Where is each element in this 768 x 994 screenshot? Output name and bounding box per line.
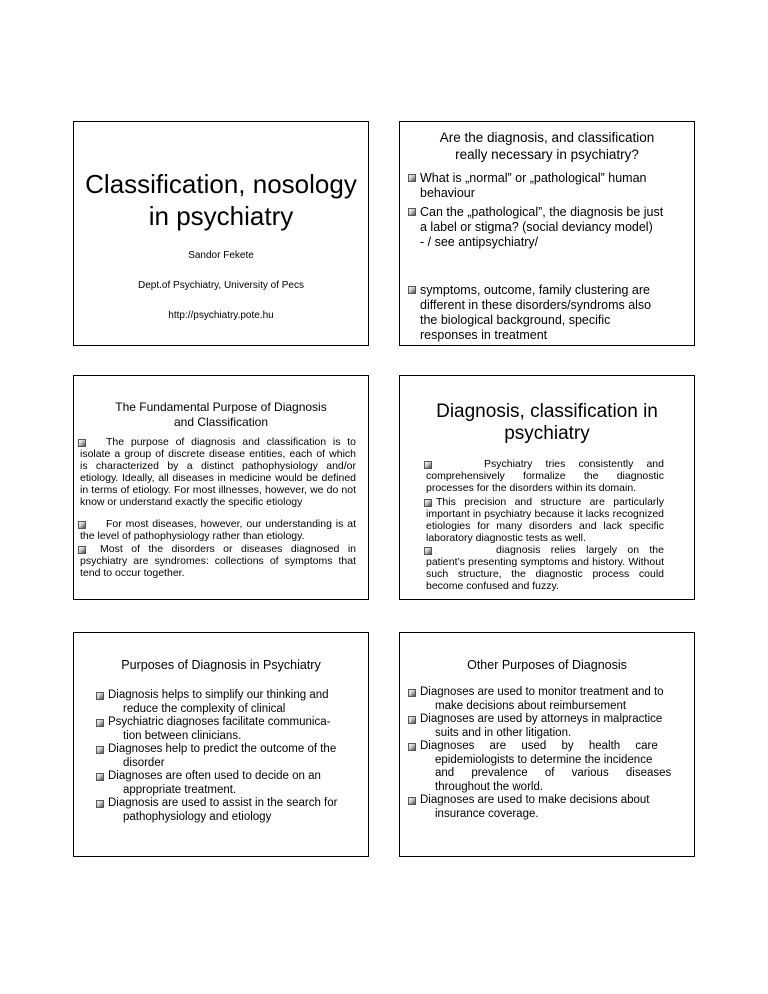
list-item: Diagnoses are used by attorneys in malpractice suits and in other litigation. <box>408 713 680 740</box>
bullet-icon <box>424 547 432 555</box>
bullet-icon <box>78 546 86 554</box>
list-item: Diagnoses help to predict the outcome of the disorder <box>96 743 360 770</box>
bullet-icon <box>96 692 104 700</box>
slide-3-paragraph-1: The purpose of diagnosis and classification is to isolate a group of discrete disease entities, each of which is characterized by a distinct pathophysiology and/or etiology. Ideally, all diseases in medicine would be defined in terms of etiology. For most illnesses, however, we do not know or understand exactly the specific etiology <box>80 436 356 508</box>
slide-6-title: Other Purposes of Diagnosis <box>467 658 627 672</box>
slide-3-paragraph-3: Most of the disorders or diseases diagnosed in psychiatry are syndromes: collections of symptoms that tend to occur together. <box>80 543 356 579</box>
slide-2-bullet-2: Can the „pathological”, the diagnosis be just a label or stigma? (social deviancy model) - / see antipsychiatry/ <box>408 205 663 250</box>
slide-5 <box>73 632 369 857</box>
slide-4 <box>399 375 695 600</box>
bullet-icon <box>96 773 104 781</box>
slide-4-title: Diagnosis, classification in psychiatry <box>436 401 658 444</box>
slide-5-list <box>96 689 360 824</box>
list-item: Diagnosis helps to simplify our thinking and reduce the complexity of clinical <box>96 689 360 716</box>
slide-1 <box>73 121 369 346</box>
bullet-icon <box>424 499 432 507</box>
bullet-icon <box>408 286 416 294</box>
bullet-icon <box>96 800 104 808</box>
bullet-icon <box>78 521 86 529</box>
slide-1-title: Classification, nosology in psychiatry <box>85 169 357 231</box>
list-item: Psychiatric diagnoses facilitate communica- tion between clinicians. <box>96 716 360 743</box>
slide-4-paragraph-2: This precision and structure are particularly important in psychiatry because it lacks recognized etiologies for many disorders and lack specific laboratory diagnostic tests as well. <box>426 496 664 544</box>
slide-5-title: Purposes of Diagnosis in Psychiatry <box>121 658 321 672</box>
bullet-icon <box>408 208 416 216</box>
bullet-icon <box>424 461 432 469</box>
slide-6 <box>399 632 695 857</box>
slide-4-paragraph-3: diagnosis relies largely on the patient’s presenting symptoms and history. Without such structure, the diagnostic process could become confused and fuzzy. <box>426 544 664 592</box>
website-url[interactable]: http://psychiatry.pote.hu <box>168 310 274 321</box>
bullet-icon <box>78 439 86 447</box>
bullet-icon <box>408 689 416 697</box>
bullet-icon <box>408 174 416 182</box>
slide-3 <box>73 375 369 600</box>
bullet-icon <box>408 743 416 751</box>
list-item: Diagnoses are used by health care epidemiologists to determine the incidence and prevalence of various diseases throughout the world. <box>408 740 680 794</box>
slide-3-title: The Fundamental Purpose of Diagnosis and Classification <box>115 400 327 429</box>
affiliation: Dept.of Psychiatry, University of Pecs <box>138 280 304 291</box>
author-name: Sandor Fekete <box>188 250 254 261</box>
bullet-icon <box>96 719 104 727</box>
slide-2 <box>399 121 695 346</box>
list-item: Diagnoses are used to make decisions about insurance coverage. <box>408 794 680 821</box>
slide-2-title: Are the diagnosis, and classification really necessary in psychiatry? <box>439 130 655 162</box>
slide-3-paragraph-2: For most diseases, however, our understanding is at the level of pathophysiology rather than etiology. <box>80 518 356 542</box>
list-item: Diagnoses are used to monitor treatment and to make decisions about reimbursement <box>408 686 680 713</box>
slide-2-bullet-3: symptoms, outcome, family clustering are different in these disorders/syndroms also the biological background, specific responses in treatment <box>408 283 651 343</box>
slide-2-bullet-1: What is „normal” or „pathological” human behaviour <box>408 171 646 201</box>
bullet-icon <box>408 797 416 805</box>
slide-4-paragraph-1: Psychiatry tries consistently and comprehensively formalize the diagnostic processes for the disorders within its domain. <box>426 458 664 494</box>
slide-6-list <box>408 686 680 821</box>
bullet-icon <box>96 746 104 754</box>
list-item: Diagnosis are used to assist in the search for pathophysiology and etiology <box>96 797 360 824</box>
bullet-icon <box>408 716 416 724</box>
list-item: Diagnoses are often used to decide on an appropriate treatment. <box>96 770 360 797</box>
